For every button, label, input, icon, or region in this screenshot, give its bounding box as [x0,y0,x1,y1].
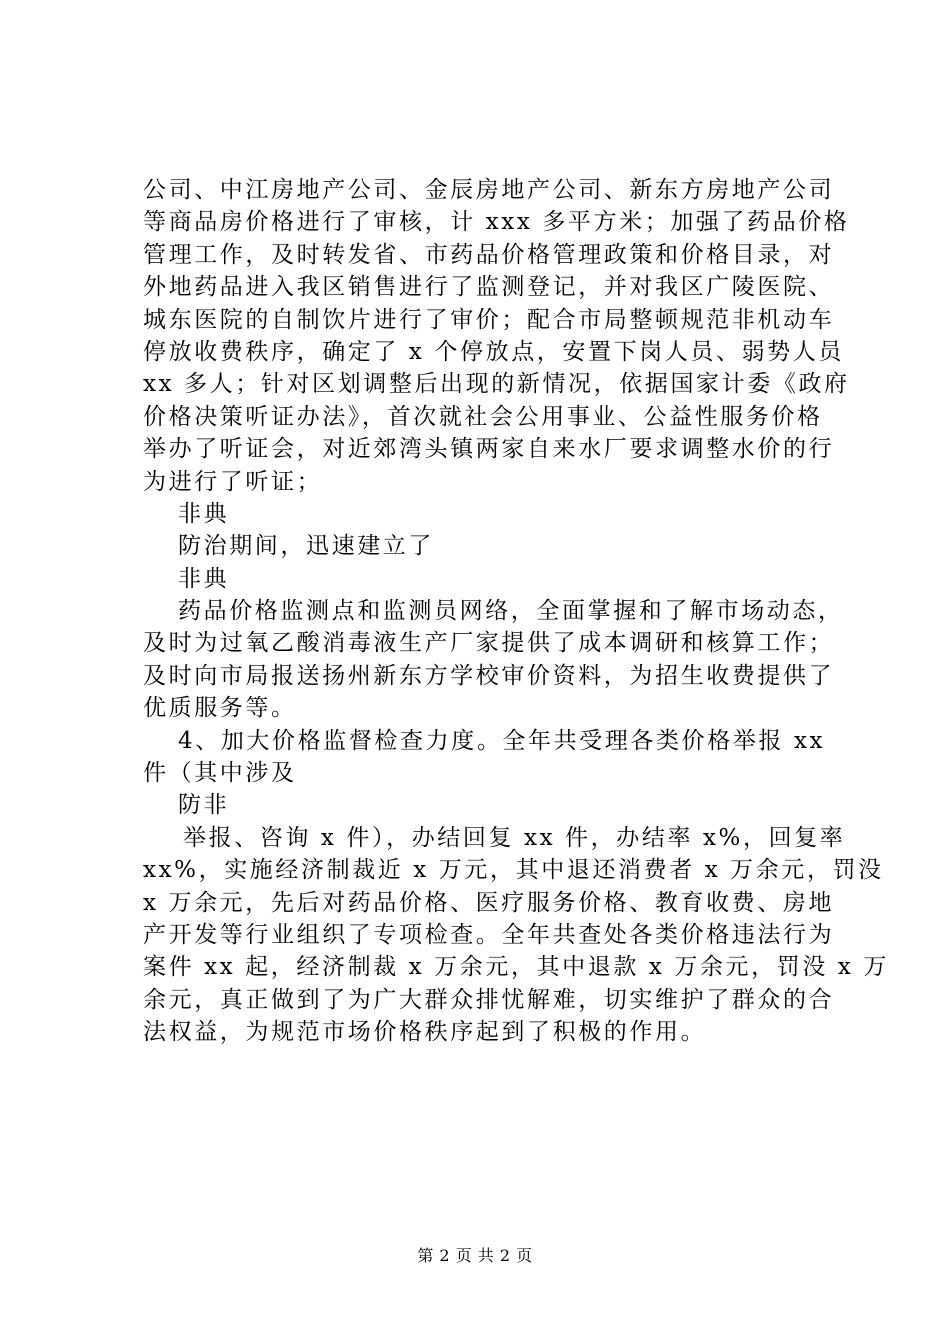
text-line: 余元，真正做到了为广大群众排忧解难，切实维护了群众的合 [143,986,835,1013]
text-line: 价格决策听证办法》，首次就社会公用事业、公益性服务价格 [143,403,823,430]
page-footer: 第 2 页 共 2 页 [417,1246,533,1265]
text-line: x 万余元，先后对药品价格、医疗服务价格、教育收费、房地 [143,889,835,916]
text-line: xx 多人；针对区划调整后出现的新情况，依据国家计委《政府 [143,371,850,398]
text-line: 产开发等行业组织了专项检查。全年共查处各类价格违法行为 [143,921,835,948]
text-line: 非典 [178,500,230,527]
text-line: 及时向市局报送扬州新东方学校审价资料，为招生收费提供了 [143,662,835,689]
text-line: 优质服务等。 [143,695,297,722]
text-line: 等商品房价格进行了审核，计 xxx 多平方米；加强了药品价格 [143,209,850,236]
text-line: 防非 [178,792,230,819]
text-line: 外地药品进入我区销售进行了监测登记，并对我区广陵医院、 [143,274,835,301]
text-line: 法权益，为规范市场价格秩序起到了积极的作用。 [143,1019,707,1046]
text-line: 防治期间，迅速建立了 [178,533,434,560]
body-text [143,174,889,1049]
text-line: 管理工作，及时转发省、市药品价格管理政策和价格目录，对 [143,241,835,268]
text-line: 案件 xx 起，经济制裁 x 万余元，其中退款 x 万余元，罚没 x 万 [143,954,889,981]
text-line: 举报、咨询 x 件），办结回复 xx 件，办结率 x%，回复率 [183,824,846,851]
text-line: 城东医院的自制饮片进行了审价；配合市局整顿规范非机动车 [143,306,835,333]
text-line: 公司、中江房地产公司、金辰房地产公司、新东方房地产公司 [143,177,835,203]
text-line: 非典 [178,565,230,592]
text-line: 停放收费秩序，确定了 x 个停放点，安置下岗人员、弱势人员 [143,338,844,365]
text-line: 药品价格监测点和监测员网络，全面掌握和了解市场动态， [178,598,844,625]
text-line: 及时为过氧乙酸消毒液生产厂家提供了成本调研和核算工作； [143,630,835,657]
text-line: xx%，实施经济制裁近 x 万元，其中退还消费者 x 万余元，罚没 [143,857,884,884]
text-line: 件（其中涉及 [143,760,297,787]
text-line: 为进行了听证； [143,468,323,495]
text-line: 4、加大价格监督检查力度。全年共受理各类价格举报 xx [178,727,826,754]
text-line: 举办了听证会，对近郊湾头镇两家自来水厂要求调整水价的行 [143,436,835,463]
